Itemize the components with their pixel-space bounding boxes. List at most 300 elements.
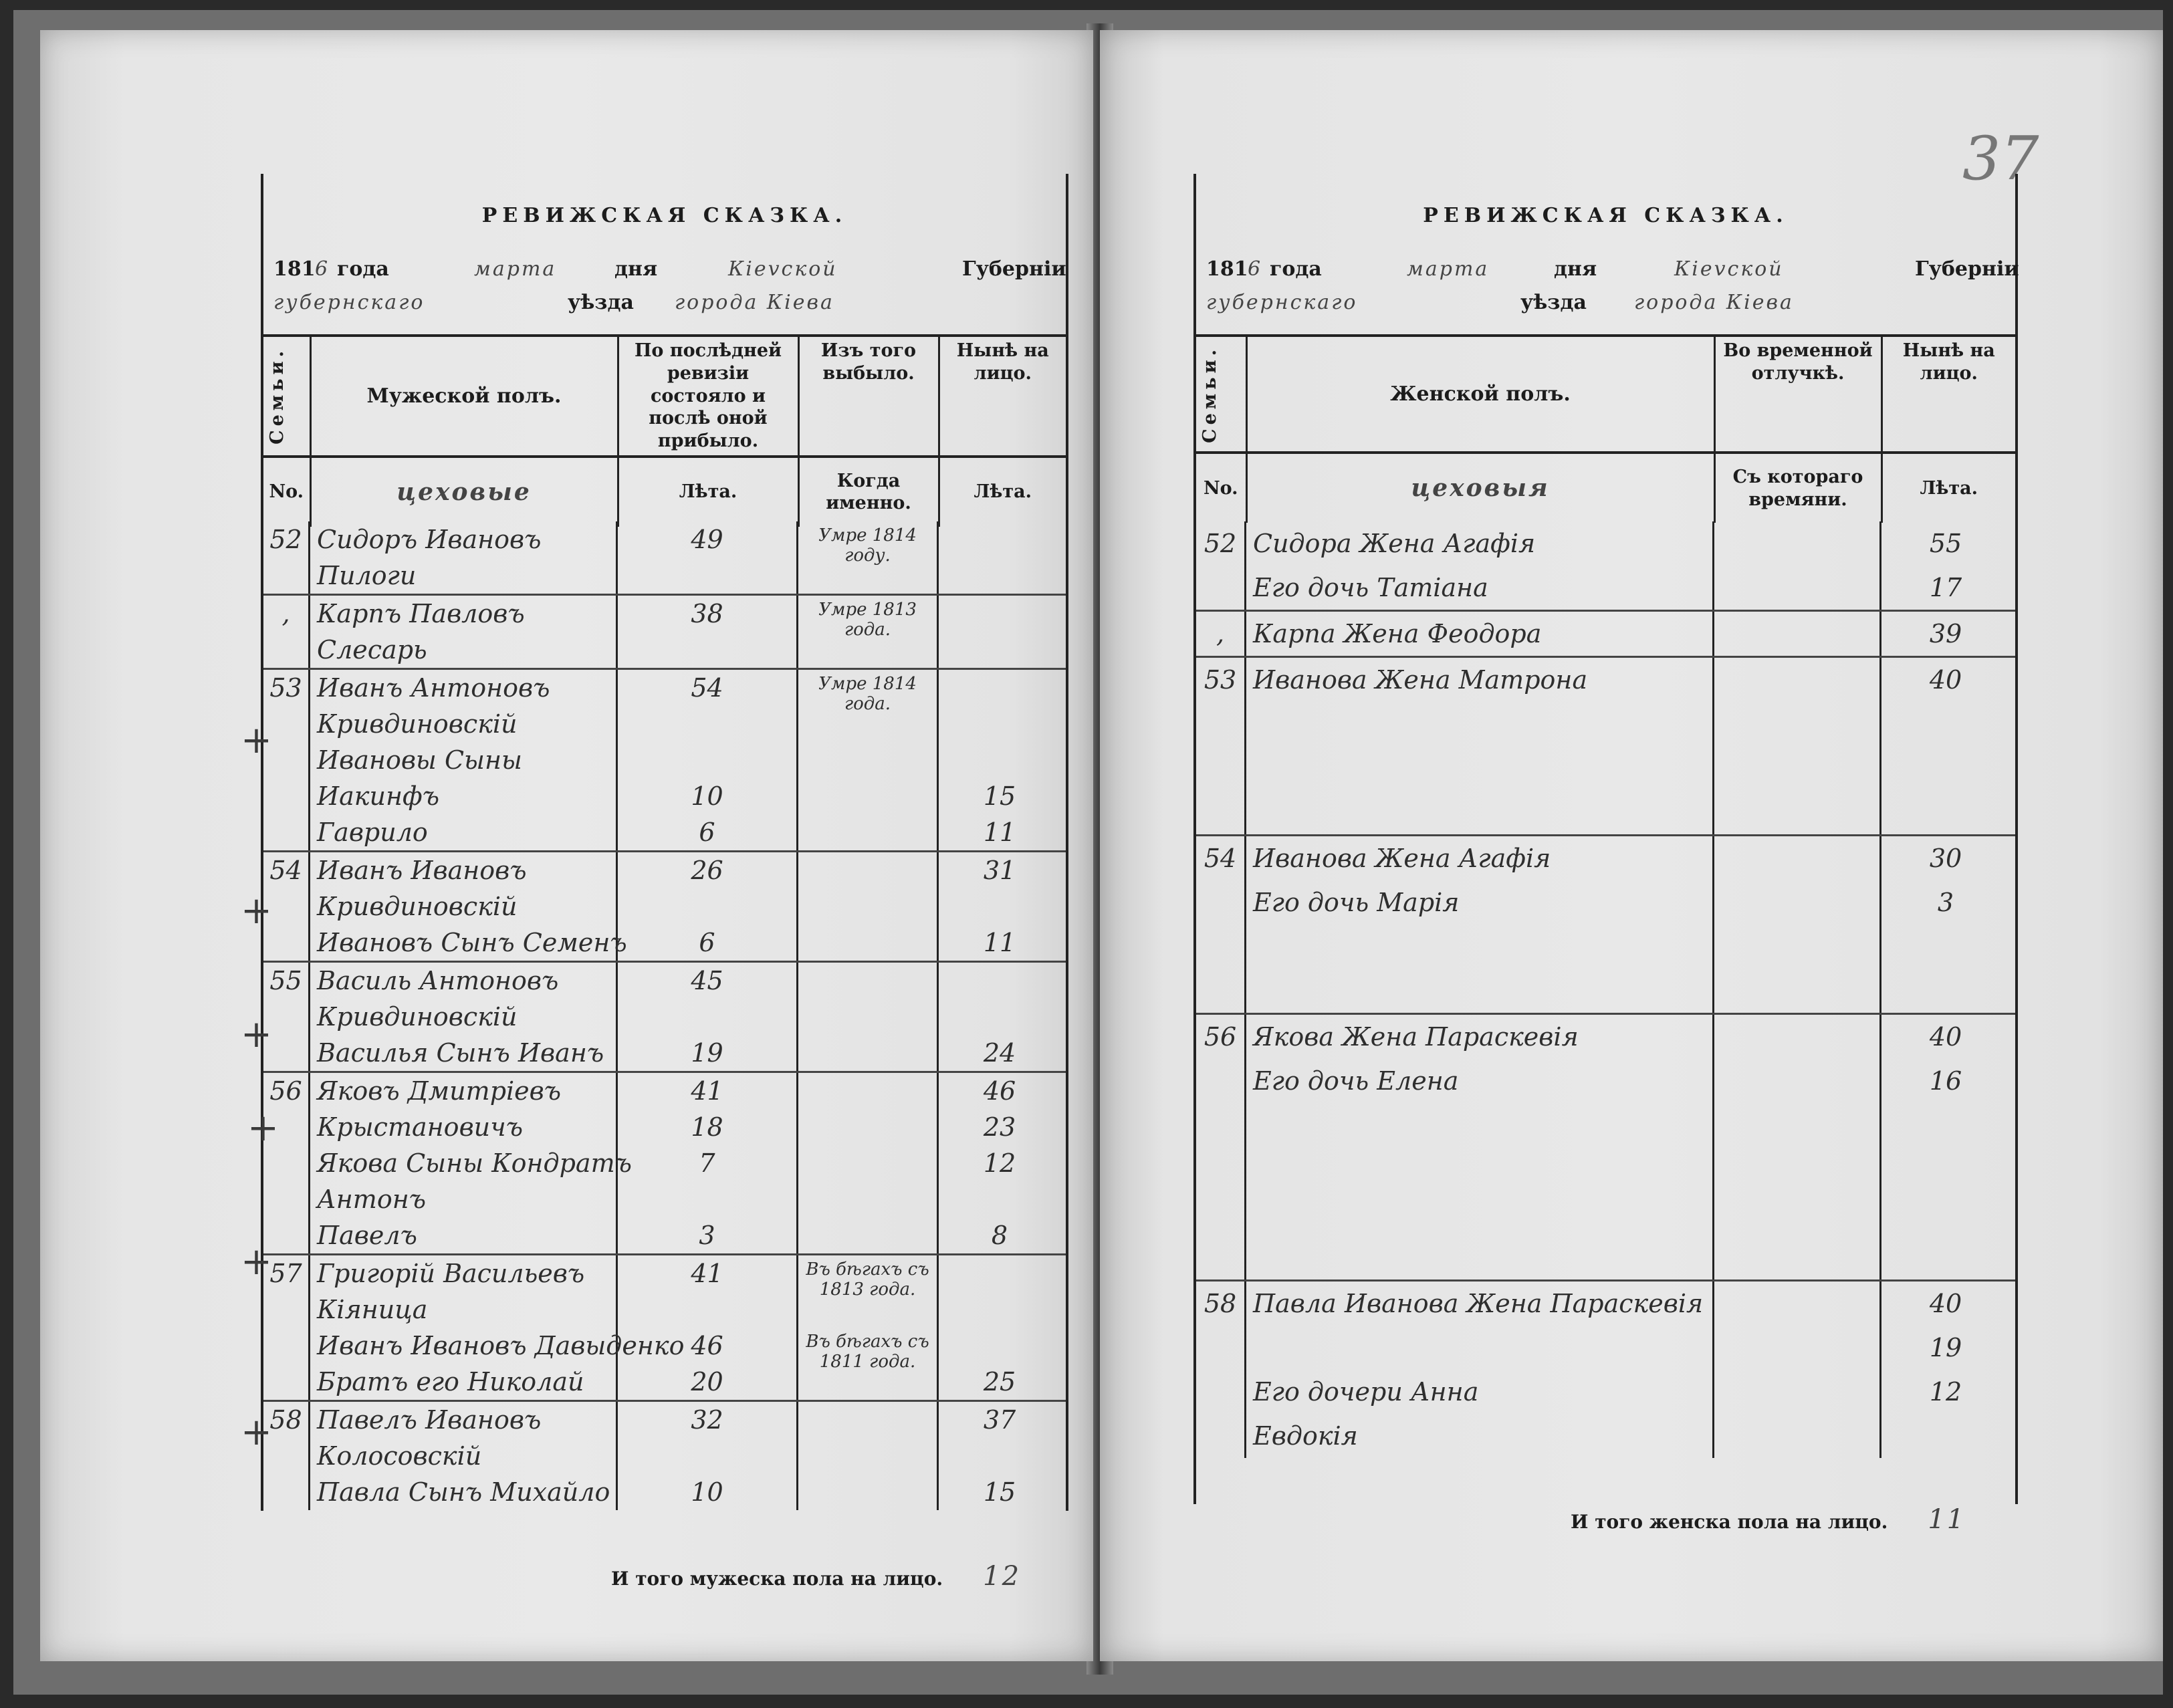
table-row <box>1196 1191 2015 1235</box>
right-uezd-label: уѣзда <box>1520 291 1587 314</box>
age-present <box>939 1255 1060 1292</box>
family-number: 54 <box>1196 836 1246 880</box>
left-header-years2: Лѣта. <box>939 457 1066 527</box>
dropped-when <box>798 1292 939 1328</box>
absent-since <box>1714 1103 1881 1147</box>
dropped-when: Умре 1814 года. <box>798 670 939 706</box>
dropped-when <box>798 1364 939 1400</box>
age-present: 23 <box>983 1112 1016 1142</box>
right-ledger-header <box>1196 334 2015 523</box>
absent-since <box>1714 1191 1881 1235</box>
age-present: 46 <box>983 1076 1016 1106</box>
family-number <box>1196 1147 1246 1191</box>
left-header-when: Когда именно. <box>798 457 939 527</box>
absent-since <box>1714 836 1881 880</box>
person-name: Павелъ <box>310 1217 618 1253</box>
age-present <box>939 670 1060 706</box>
left-header-last-revision: По послѣдней ревизіи состояло и послѣ оной прибыло. <box>618 336 798 457</box>
table-row <box>1196 834 2015 880</box>
age-present: 40 <box>1929 665 1962 695</box>
table-row <box>263 961 1066 999</box>
age-present: 24 <box>983 1038 1016 1068</box>
dropped-when: Умре 1814 году. <box>798 521 939 558</box>
table-row <box>1196 521 2015 566</box>
age-present: 12 <box>1929 1377 1962 1407</box>
family-number <box>263 1145 310 1181</box>
absent-since <box>1714 1059 1881 1103</box>
age-present <box>939 558 1060 594</box>
margin-cross-mark: + <box>241 889 272 933</box>
right-month-hw: марта <box>1407 257 1490 281</box>
person-name: Сидора Жена Агафія <box>1246 521 1714 566</box>
age-last-revision: 49 <box>618 521 798 558</box>
age-present: 11 <box>983 928 1016 957</box>
person-name: Якова Сыны Кондратъ <box>310 1145 618 1181</box>
left-uezd-line <box>273 291 1056 318</box>
dropped-when <box>798 1073 939 1109</box>
person-name: Ивановы Сыны <box>310 742 618 778</box>
person-name: Евдокія <box>1246 1414 1714 1458</box>
left-total-value: 12 <box>983 1561 1022 1592</box>
family-number <box>1196 925 1246 969</box>
absent-since <box>1714 880 1881 925</box>
table-row <box>263 1035 1066 1071</box>
left-year-hw: 6 <box>315 257 330 281</box>
dropped-when <box>798 1217 939 1253</box>
table-row <box>1196 1279 2015 1326</box>
age-present: 11 <box>983 818 1016 847</box>
right-total-label: И того женска пола на лицо. <box>1571 1511 1888 1533</box>
age-last-revision: 38 <box>618 596 798 632</box>
table-row <box>1196 790 2015 834</box>
left-total <box>611 1561 1021 1592</box>
right-year-hw: 6 <box>1248 257 1263 281</box>
dropped-when <box>798 888 939 925</box>
left-uezd-label: уѣзда <box>568 291 634 314</box>
family-number <box>1196 1103 1246 1147</box>
family-number: 58 <box>1196 1282 1246 1326</box>
person-name: Антонъ <box>310 1181 618 1217</box>
age-last-revision: 3 <box>618 1217 798 1253</box>
absent-since <box>1714 790 1881 834</box>
left-rows <box>263 521 1066 1510</box>
absent-since <box>1714 566 1881 610</box>
table-row <box>263 1474 1066 1510</box>
family-number: 52 <box>263 521 310 558</box>
family-number <box>263 1181 310 1217</box>
right-province-hw: Кievской <box>1674 257 1784 281</box>
person-name: Гаврило <box>310 814 618 850</box>
left-header-dropped: Изъ того выбыло. <box>798 336 939 457</box>
family-number <box>263 1328 310 1364</box>
table-row <box>1196 880 2015 925</box>
person-name: Павла Иванова Жена Параскевія <box>1246 1282 1714 1326</box>
age-last-revision: 54 <box>618 670 798 706</box>
age-present <box>1881 790 2010 834</box>
dropped-when <box>798 1402 939 1438</box>
right-total <box>1571 1504 1966 1535</box>
family-number: 55 <box>263 963 310 999</box>
left-form <box>261 174 1068 1592</box>
person-name: Его дочь Марія <box>1246 880 1714 925</box>
age-last-revision: 7 <box>618 1145 798 1181</box>
age-present: 15 <box>983 1477 1016 1507</box>
person-name <box>1246 790 1714 834</box>
age-present: 8 <box>991 1221 1008 1250</box>
person-name: Иванъ Антоновъ <box>310 670 618 706</box>
table-row <box>1196 1103 2015 1147</box>
age-present <box>939 742 1060 778</box>
age-last-revision: 45 <box>618 963 798 999</box>
person-name: Яковъ Дмитріевъ <box>310 1073 618 1109</box>
right-uezd-line <box>1206 291 2005 318</box>
left-header-male: Мужеской полъ. <box>310 336 618 457</box>
age-present <box>939 1292 1060 1328</box>
table-row <box>263 668 1066 714</box>
age-last-revision: 41 <box>618 1073 798 1109</box>
family-number: 56 <box>1196 1015 1246 1059</box>
table-row <box>1196 1414 2015 1458</box>
person-name: Якова Жена Параскевія <box>1246 1015 1714 1059</box>
age-present <box>1881 1103 2010 1147</box>
page-number: 37 <box>1962 124 2039 194</box>
age-last-revision: 18 <box>618 1109 798 1145</box>
person-name <box>1246 746 1714 790</box>
table-row <box>263 925 1066 961</box>
family-number <box>263 1364 310 1400</box>
right-total-value: 11 <box>1928 1504 1966 1535</box>
open-ledger-book <box>13 10 2163 1695</box>
age-present <box>1881 1414 2010 1458</box>
left-header-present: Нынѣ на лицо. <box>939 336 1066 457</box>
age-last-revision <box>618 558 798 594</box>
left-total-label: И того мужеска пола на лицо. <box>611 1568 943 1590</box>
age-last-revision: 26 <box>618 852 798 888</box>
age-last-revision: 6 <box>618 925 798 961</box>
person-name: Иакинфъ <box>310 778 618 814</box>
age-last-revision <box>618 742 798 778</box>
table-row <box>1196 1370 2015 1414</box>
family-number <box>1196 790 1246 834</box>
table-row <box>263 1400 1066 1438</box>
table-row <box>1196 1235 2015 1279</box>
age-last-revision <box>618 1181 798 1217</box>
table-row <box>1196 1013 2015 1059</box>
absent-since <box>1714 969 1881 1013</box>
family-number <box>1196 880 1246 925</box>
family-number: 54 <box>263 852 310 888</box>
family-number <box>263 778 310 814</box>
age-present <box>1881 1191 2010 1235</box>
dropped-when: Въ бѣгахъ съ 1811 года. <box>798 1328 939 1364</box>
right-title: РЕВИЖСКАЯ СКАЗКА. <box>1423 204 1789 227</box>
age-present <box>1881 746 2010 790</box>
table-row <box>263 706 1066 742</box>
right-header-absent: Во временной отлучкѣ. <box>1714 336 1881 453</box>
family-number <box>263 558 310 594</box>
right-city-hw: города Кіева <box>1634 291 1794 314</box>
person-name: Кривдиновскій <box>310 999 618 1035</box>
person-name <box>1246 702 1714 746</box>
age-present <box>939 521 1060 558</box>
person-name: Кривдиновскій <box>310 888 618 925</box>
age-present: 19 <box>1929 1333 1962 1362</box>
margin-cross-mark: + <box>241 719 272 762</box>
person-name: Иванова Жена Агафія <box>1246 836 1714 880</box>
person-name <box>1246 925 1714 969</box>
right-header-female: Женской полъ. <box>1246 336 1714 453</box>
age-present <box>939 963 1060 999</box>
left-year-label: года <box>337 257 389 281</box>
table-row <box>1196 610 2015 656</box>
left-ledger-header <box>263 334 1066 527</box>
age-present <box>1881 1147 2010 1191</box>
family-number <box>263 632 310 668</box>
left-header-family: Семьи. <box>263 336 310 457</box>
table-row <box>263 1181 1066 1217</box>
table-row <box>1196 1059 2015 1103</box>
person-name <box>1246 969 1714 1013</box>
person-name: Его дочь Елена <box>1246 1059 1714 1103</box>
family-number <box>1196 1370 1246 1414</box>
family-number <box>1196 1191 1246 1235</box>
table-row <box>263 778 1066 814</box>
age-present: 30 <box>1929 844 1962 873</box>
table-row <box>263 558 1066 594</box>
right-date-line <box>1206 257 2019 284</box>
table-row <box>263 1328 1066 1372</box>
right-province-label: Губерніи <box>1915 257 2019 281</box>
age-present <box>1881 969 2010 1013</box>
family-number: 52 <box>1196 521 1246 566</box>
age-present <box>939 1181 1060 1217</box>
family-number: , <box>263 596 310 632</box>
person-name: Слесарь <box>310 632 618 668</box>
table-row <box>263 1364 1066 1400</box>
right-header-no: No. <box>1196 453 1246 523</box>
family-number: 56 <box>263 1073 310 1109</box>
age-present: 3 <box>1937 888 1954 917</box>
family-number <box>1196 969 1246 1013</box>
age-last-revision: 6 <box>618 814 798 850</box>
table-row <box>263 850 1066 888</box>
table-row <box>1196 566 2015 610</box>
family-number: 53 <box>263 670 310 706</box>
age-last-revision: 32 <box>618 1402 798 1438</box>
table-row <box>263 1071 1066 1109</box>
age-last-revision: 20 <box>618 1364 798 1400</box>
person-name: Кіяница <box>310 1292 618 1328</box>
absent-since <box>1714 521 1881 566</box>
table-row <box>263 1145 1066 1181</box>
family-number <box>1196 1235 1246 1279</box>
family-number: 53 <box>1196 658 1246 702</box>
left-title: РЕВИЖСКАЯ СКАЗКА. <box>481 204 848 227</box>
table-row <box>1196 1147 2015 1191</box>
dropped-when <box>798 742 939 778</box>
person-name: Кривдиновскій <box>310 706 618 742</box>
dropped-when <box>798 778 939 814</box>
person-name: Павла Сынъ Михайло <box>310 1474 618 1510</box>
person-name: Григорій Васильевъ <box>310 1255 618 1292</box>
age-present: 31 <box>983 856 1016 885</box>
table-row <box>263 1253 1066 1300</box>
margin-cross-mark: + <box>241 1240 272 1284</box>
age-last-revision: 10 <box>618 1474 798 1510</box>
absent-since <box>1714 925 1881 969</box>
person-name: Крыстановичъ <box>310 1109 618 1145</box>
table-row <box>263 888 1066 925</box>
dropped-when <box>798 1474 939 1510</box>
age-present: 17 <box>1929 573 1962 602</box>
right-year-label: года <box>1270 257 1322 281</box>
right-header-family: Семьи. <box>1196 336 1246 453</box>
right-year-prefix: 181 <box>1206 257 1248 281</box>
age-last-revision <box>618 999 798 1035</box>
family-number <box>1196 702 1246 746</box>
table-row <box>1196 702 2015 746</box>
dropped-when <box>798 1109 939 1145</box>
person-name <box>1246 1191 1714 1235</box>
right-form <box>1193 174 2019 1535</box>
left-city-hw: города Кіева <box>675 291 834 314</box>
person-name <box>1246 1235 1714 1279</box>
dropped-when <box>798 925 939 961</box>
margin-cross-mark: + <box>241 1411 272 1454</box>
age-present <box>939 999 1060 1035</box>
absent-since <box>1714 1147 1881 1191</box>
family-number: , <box>1196 612 1246 656</box>
person-name: Павелъ Ивановъ <box>310 1402 618 1438</box>
absent-since <box>1714 1235 1881 1279</box>
left-header-no: No. <box>263 457 310 527</box>
margin-cross-mark: + <box>247 1106 279 1150</box>
dropped-when: Умре 1813 года. <box>798 596 939 632</box>
age-last-revision <box>618 888 798 925</box>
right-rows <box>1196 521 2015 1458</box>
age-present <box>939 706 1060 742</box>
absent-since <box>1714 1414 1881 1458</box>
age-present: 15 <box>983 781 1016 811</box>
table-row <box>1196 925 2015 969</box>
dropped-when <box>798 558 939 594</box>
absent-since <box>1714 1282 1881 1326</box>
age-last-revision: 19 <box>618 1035 798 1071</box>
person-name <box>1246 1147 1714 1191</box>
family-number <box>263 1474 310 1510</box>
dropped-when <box>798 852 939 888</box>
right-header-estate: цеховыя <box>1246 453 1714 523</box>
dropped-when <box>798 706 939 742</box>
right-uezd-hw: губернскаго <box>1206 291 1358 314</box>
dropped-when <box>798 632 939 668</box>
table-row <box>263 999 1066 1035</box>
age-last-revision: 41 <box>618 1255 798 1292</box>
left-uezd-hw: губернскаго <box>273 291 425 314</box>
age-present: 12 <box>983 1148 1016 1178</box>
family-number <box>1196 566 1246 610</box>
left-province-label: Губерніи <box>962 257 1066 281</box>
age-present: 39 <box>1929 619 1962 648</box>
absent-since <box>1714 702 1881 746</box>
margin-cross-mark: + <box>241 1013 272 1056</box>
left-day-label: дня <box>614 257 658 281</box>
table-row <box>263 742 1066 778</box>
age-present: 37 <box>983 1405 1016 1435</box>
right-header-present: Нынѣ на лицо. <box>1881 336 2015 453</box>
table-row <box>263 1438 1066 1474</box>
person-name: Его дочь Татіана <box>1246 566 1714 610</box>
table-row <box>263 1292 1066 1328</box>
left-month-hw: марта <box>474 257 557 281</box>
family-number <box>1196 1414 1246 1458</box>
age-last-revision: 46 <box>618 1328 798 1364</box>
person-name: Карпъ Павловъ <box>310 596 618 632</box>
person-name: Ивановъ Сынъ Семенъ <box>310 925 618 961</box>
table-row <box>1196 969 2015 1013</box>
person-name <box>1246 1103 1714 1147</box>
age-present: 55 <box>1929 529 1962 558</box>
age-present: 40 <box>1929 1289 1962 1318</box>
table-row <box>263 594 1066 640</box>
person-name <box>1246 1326 1714 1370</box>
dropped-when <box>798 1438 939 1474</box>
age-present <box>939 888 1060 925</box>
age-present <box>1881 1235 2010 1279</box>
left-year-prefix: 181 <box>273 257 316 281</box>
absent-since <box>1714 1015 1881 1059</box>
age-present: 16 <box>1929 1066 1962 1096</box>
age-present: 25 <box>983 1367 1016 1396</box>
person-name: Сидоръ Ивановъ <box>310 521 618 558</box>
table-row <box>1196 746 2015 790</box>
right-header-years: Лѣта. <box>1881 453 2015 523</box>
age-present: 40 <box>1929 1022 1962 1052</box>
dropped-when <box>798 999 939 1035</box>
family-number <box>263 1292 310 1328</box>
person-name: Иванъ Ивановъ Давыденко <box>310 1328 618 1364</box>
table-row <box>263 1217 1066 1253</box>
dropped-when <box>798 1145 939 1181</box>
right-page <box>1100 30 2163 1661</box>
dropped-when: Въ бѣгахъ съ 1813 года. <box>798 1255 939 1292</box>
dropped-when <box>798 1181 939 1217</box>
family-number: 57 <box>263 1255 310 1292</box>
age-present <box>1881 702 2010 746</box>
absent-since <box>1714 612 1881 656</box>
table-row <box>263 521 1066 566</box>
dropped-when <box>798 814 939 850</box>
person-name: Василь Антоновъ <box>310 963 618 999</box>
age-last-revision <box>618 632 798 668</box>
age-present <box>939 1438 1060 1474</box>
age-last-revision <box>618 1292 798 1328</box>
left-page <box>40 30 1093 1661</box>
table-row <box>263 814 1066 850</box>
age-present <box>939 632 1060 668</box>
dropped-when <box>798 1035 939 1071</box>
left-province-hw: Кievской <box>728 257 838 281</box>
person-name: Колосовскій <box>310 1438 618 1474</box>
person-name: Иванъ Ивановъ <box>310 852 618 888</box>
person-name: Карпа Жена Феодора <box>1246 612 1714 656</box>
left-header-estate: цеховые <box>310 457 618 527</box>
age-present <box>939 596 1060 632</box>
person-name: Пилоги <box>310 558 618 594</box>
family-number <box>263 814 310 850</box>
left-header-years: Лѣта. <box>618 457 798 527</box>
person-name: Братъ его Николай <box>310 1364 618 1400</box>
